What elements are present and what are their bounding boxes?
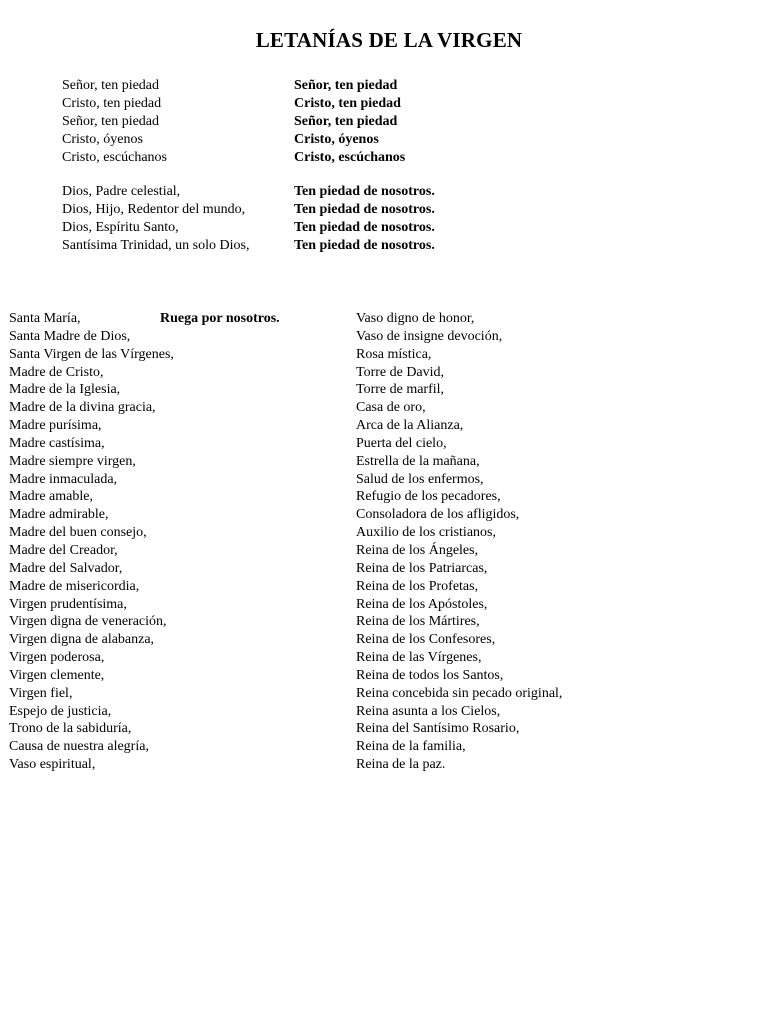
litany-item-text: Arca de la Alianza,	[356, 418, 464, 434]
invocation-row	[62, 113, 482, 131]
response-text: Ten piedad de nosotros.	[294, 184, 435, 199]
invocation-text: Señor, ten piedad	[62, 78, 160, 93]
litany-item	[356, 310, 756, 328]
litany-item-text: Virgen digna de veneración,	[9, 614, 167, 630]
litany-item-text: Madre inmaculada,	[9, 471, 118, 487]
litany-right-column	[356, 310, 756, 774]
litany-item	[356, 542, 756, 560]
litany-item-text: Madre de Cristo,	[9, 364, 104, 380]
invocation-text: Santísima Trinidad, un solo Dios,	[62, 237, 250, 253]
litany-item-text: Madre del buen consejo,	[9, 525, 147, 541]
litany-item-text: Madre purísima,	[9, 418, 102, 434]
response-text: Señor, ten piedad	[294, 113, 398, 129]
invocation-row	[62, 149, 482, 167]
litany-item-text: Torre de David,	[356, 364, 445, 380]
litany-item-text: Vaso de insigne devoción,	[356, 328, 503, 344]
litany-item-text: Madre amable,	[9, 489, 93, 505]
litany-item-text: Reina de los Confesores,	[356, 632, 496, 648]
litany-item-text: Espejo de justicia,	[9, 703, 112, 719]
litany-item	[9, 631, 339, 649]
litany-item-text: Rosa mística,	[356, 346, 432, 362]
response-text: Cristo, escúchanos	[294, 149, 406, 165]
litany-item	[9, 685, 339, 703]
litany-item-text: Virgen digna de alabanza,	[9, 632, 155, 648]
litany-item	[356, 471, 756, 489]
litany-item-text: Virgen clemente,	[9, 667, 105, 683]
litany-item-text: Reina de los Mártires,	[356, 614, 480, 630]
litany-item	[356, 596, 756, 614]
litany-item	[9, 417, 339, 435]
litany-item-text: Madre del Salvador,	[9, 560, 123, 576]
invocation-row	[62, 77, 482, 95]
litany-item	[356, 685, 756, 703]
invocation-text: Cristo, óyenos	[62, 131, 143, 147]
litany-item-text: Reina de los Patriarcas,	[356, 560, 488, 576]
litany-item-text: Consoladora de los afligidos,	[356, 507, 520, 523]
response-text: Señor, ten piedad	[294, 78, 398, 93]
litany-item	[356, 649, 756, 667]
litany-item-text: Santa María,	[9, 311, 81, 326]
litany-item	[9, 613, 339, 631]
litany-item	[9, 506, 339, 524]
litany-item	[9, 488, 339, 506]
litany-left-column	[9, 310, 339, 774]
litany-item-text: Reina de los Ángeles,	[356, 542, 479, 558]
litany-item	[9, 381, 339, 399]
invocation-row	[62, 237, 482, 255]
litany-item-text: Puerta del cielo,	[356, 435, 447, 451]
invocation-text: Dios, Hijo, Redentor del mundo,	[62, 201, 246, 217]
litany-item	[9, 720, 339, 738]
response-text: Ten piedad de nosotros.	[294, 237, 435, 253]
litany-item-text: Reina de los Profetas,	[356, 578, 479, 594]
litany-item	[356, 328, 756, 346]
opening-invocations	[62, 77, 482, 167]
litany-item-text: Madre de la Iglesia,	[9, 382, 121, 398]
litany-item	[356, 524, 756, 542]
litany-item	[356, 703, 756, 721]
litany-item-text: Reina de la familia,	[356, 739, 466, 755]
litany-item-text: Madre castísima,	[9, 435, 105, 451]
litany-item-text: Causa de nuestra alegría,	[9, 739, 149, 755]
litany-item	[356, 560, 756, 578]
litany-item	[356, 631, 756, 649]
litany-item	[356, 381, 756, 399]
litany-item	[356, 738, 756, 756]
litany-item	[9, 560, 339, 578]
invocation-row	[62, 201, 482, 219]
invocation-row	[62, 131, 482, 149]
litany-item	[9, 649, 339, 667]
litany-item-text: Torre de marfil,	[356, 382, 445, 398]
litany-item	[9, 364, 339, 382]
marian-response-text: Ruega por nosotros.	[160, 311, 280, 326]
litany-item	[356, 346, 756, 364]
litany-item-text: Auxilio de los cristianos,	[356, 525, 496, 541]
litany-item	[9, 703, 339, 721]
litany-item-text: Virgen prudentísima,	[9, 596, 127, 612]
litany-item-text: Estrella de la mañana,	[356, 453, 480, 469]
litany-item	[9, 346, 339, 364]
invocation-row	[62, 183, 482, 201]
litany-item	[356, 720, 756, 738]
litany-item-text: Reina de los Apóstoles,	[356, 596, 488, 612]
litany-item	[356, 756, 756, 774]
litany-item	[9, 310, 339, 328]
litany-item-text: Trono de la sabiduría,	[9, 721, 132, 737]
litany-item	[356, 488, 756, 506]
litany-item	[356, 417, 756, 435]
response-text: Ten piedad de nosotros.	[294, 201, 435, 217]
litany-item-text: Reina asunta a los Cielos,	[356, 703, 501, 719]
trinity-invocations	[62, 183, 482, 255]
litany-item-text: Virgen fiel,	[9, 685, 73, 701]
litany-item	[9, 453, 339, 471]
response-text: Cristo, ten piedad	[294, 95, 401, 111]
invocation-text: Cristo, escúchanos	[62, 149, 167, 165]
litany-item-text: Casa de oro,	[356, 400, 426, 416]
litany-item-text: Madre de misericordia,	[9, 578, 140, 594]
litany-item	[9, 399, 339, 417]
invocation-text: Señor, ten piedad	[62, 113, 160, 129]
litany-item	[356, 399, 756, 417]
litany-item	[9, 471, 339, 489]
litany-item-text: Santa Madre de Dios,	[9, 328, 131, 344]
litany-item	[356, 578, 756, 596]
litany-item-text: Reina concebida sin pecado original,	[356, 685, 563, 701]
document-title: LETANÍAS DE LA VIRGEN	[255, 28, 523, 52]
litany-item	[9, 524, 339, 542]
litany-item	[9, 596, 339, 614]
invocation-row	[62, 219, 482, 237]
invocation-text: Cristo, ten piedad	[62, 95, 162, 111]
response-text: Cristo, óyenos	[294, 131, 379, 147]
invocation-text: Dios, Espíritu Santo,	[62, 219, 179, 235]
litany-item	[356, 364, 756, 382]
litany-item-text: Madre del Creador,	[9, 542, 118, 558]
litany-item	[9, 738, 339, 756]
litany-item-text: Refugio de los pecadores,	[356, 489, 501, 505]
litany-item	[356, 613, 756, 631]
litany-item-text: Salud de los enfermos,	[356, 471, 484, 487]
litany-item-text: Vaso espiritual,	[9, 757, 96, 773]
litany-item-text: Madre siempre virgen,	[9, 453, 136, 469]
invocation-row	[62, 95, 482, 113]
litany-item	[9, 578, 339, 596]
litany-item	[356, 453, 756, 471]
litany-item	[9, 435, 339, 453]
litany-item	[356, 667, 756, 685]
litany-item	[356, 435, 756, 453]
litany-item	[9, 542, 339, 560]
litany-item	[9, 667, 339, 685]
litany-item-text: Santa Virgen de las Vírgenes,	[9, 346, 174, 362]
litany-item	[9, 756, 339, 774]
litany-item	[356, 506, 756, 524]
litany-item-text: Reina del Santísimo Rosario,	[356, 721, 520, 737]
litany-item-text: Reina de las Vírgenes,	[356, 650, 482, 666]
litany-item-text: Virgen poderosa,	[9, 650, 105, 666]
litany-item-text: Reina de la paz.	[356, 757, 446, 773]
response-text: Ten piedad de nosotros.	[294, 219, 435, 235]
litany-item-text: Madre admirable,	[9, 507, 109, 523]
litany-item-text: Reina de todos los Santos,	[356, 667, 504, 683]
litany-item-text: Madre de la divina gracia,	[9, 400, 156, 416]
litany-item-text: Vaso digno de honor,	[356, 311, 475, 326]
invocation-text: Dios, Padre celestial,	[62, 184, 181, 199]
litany-item	[9, 328, 339, 346]
